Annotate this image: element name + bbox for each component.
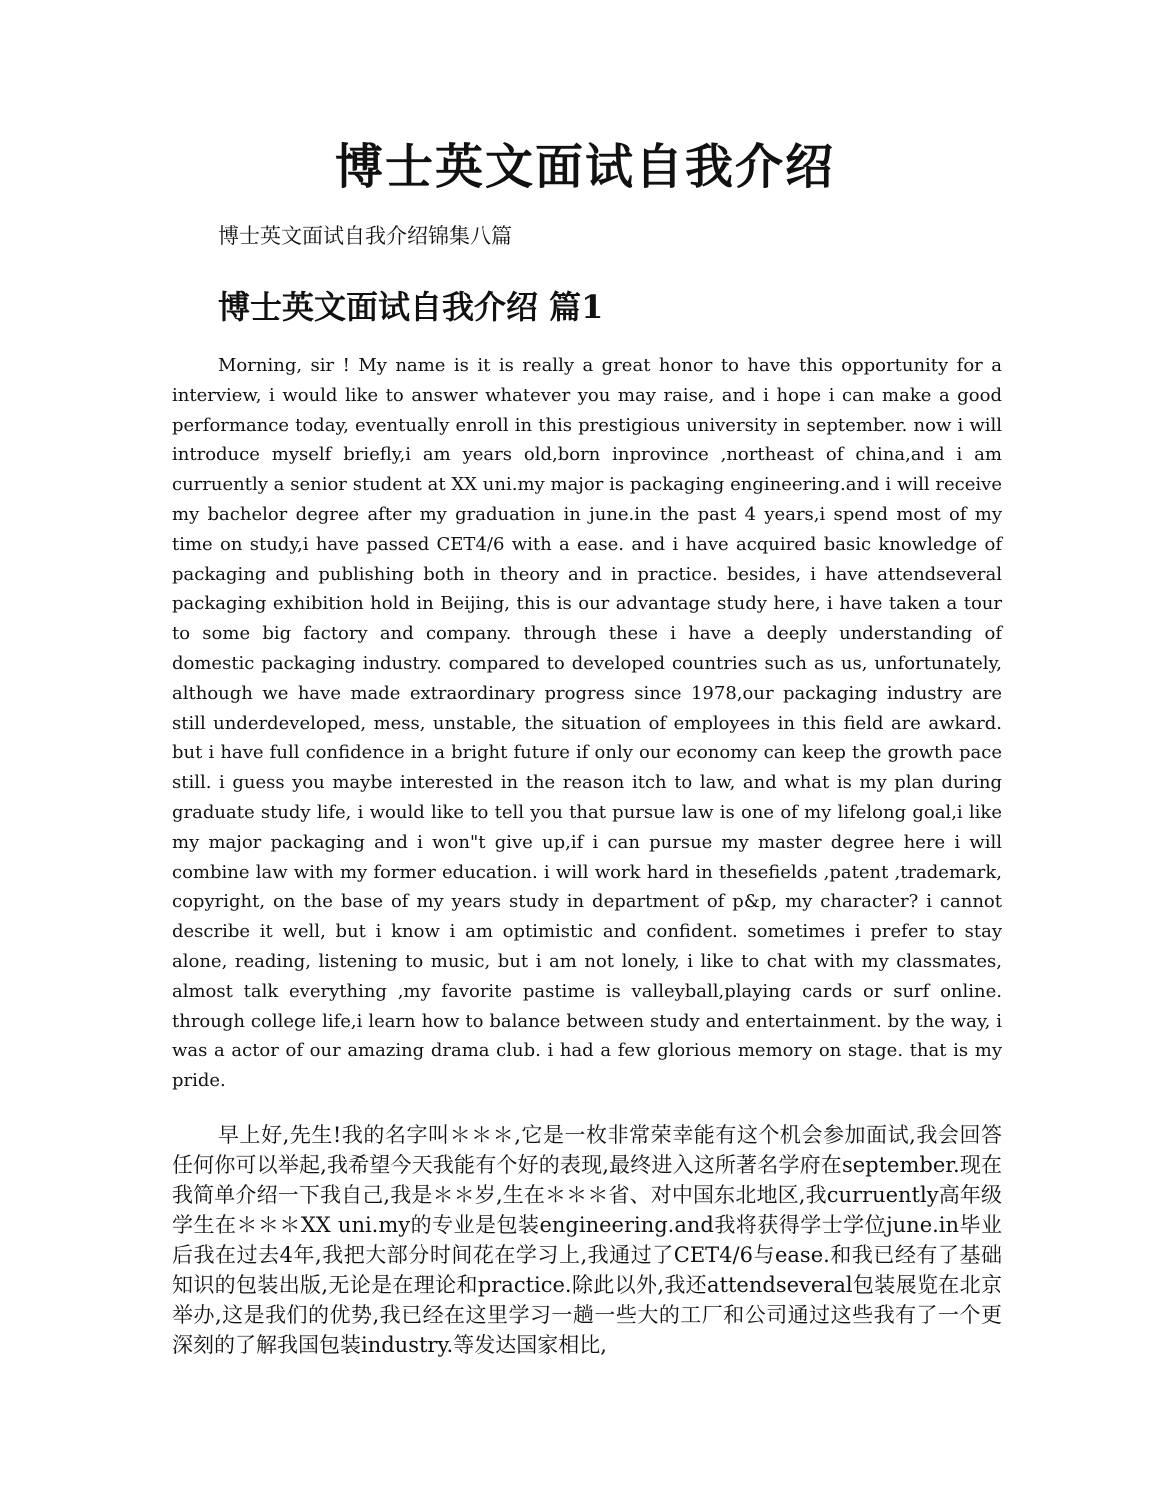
document-subtitle: 博士英文面试自我介绍锦集八篇	[218, 224, 512, 248]
document-title: 博士英文面试自我介绍	[334, 139, 835, 195]
section-heading: 博士英文面试自我介绍 篇1	[218, 288, 604, 326]
chinese-paragraph: 早上好,先生!我的名字叫＊＊＊,它是一枚非常荣幸能有这个机会参加面试,我会回答任何你可以举起,我希望今天我能有个好的表现,最终进入这所著名学府在september.现在我简单介绍一下我自己,我是＊＊岁,生在＊＊＊省、对中国东北地区,我curruently高年级学生在＊＊＊XX uni.my的专业是包装engineering.and我将获得学士学位june.in毕业后我在过去4年,我把大部分时间花在学习上,我通过了CET4/6与ease.和我已经有了基础知识的包装出版,无论是在理论和practice.除此以外,我还attendseveral包装展览在北京举办,这是我们的优势,我已经在这里学习一趟一些大的工厂和公司通过这些我有了一个更深刻的了解我国包装industry.等发达国家相比,	[172, 1123, 1002, 1357]
english-paragraph: Morning, sir ! My name is it is really a great honor to have this opportunity for a interview, i would like to answer whatever you may raise, and i hope i can make a good performance today, eventually enroll in this prestigious university in september. now i will introduce myself briefly,i am years old,born inprovince ,northeast of china,and i am curruently a senior student at XX uni.my major is packaging engineering.and i will receive my bachelor degree after my graduation in june.in the past 4 years,i spend most of my time on study,i have passed CET4/6 with a ease. and i have acquired basic knowledge of packaging and publishing both in theory and in practice. besides, i have attendseveral packaging exhibition hold in Beijing, this is our advantage study here, i have taken a tour to some big factory and company. through these i have a deeply understanding of domestic packaging industry. compared to developed countries such as us, unfortunately, although we have made extraordinary progress since 1978,our packaging industry are still underdeveloped, mess, unstable, the situation of employees in this field are awkard. but i have full confidence in a bright future if only our economy can keep the growth pace still. i guess you maybe interested in the reason itch to law, and what is my plan during graduate study life, i would like to tell you that pursue law is one of my lifelong goal,i like my major packaging and i won"t give up,if i can pursue my master degree here i will combine law with my former education. i will work hard in thesefields ,patent ,trademark, copyright, on the base of my years study in department of p&p, my character? i cannot describe it well, but i know i am optimistic and confident. sometimes i prefer to stay alone, reading, listening to music, but i am not lonely, i like to chat with my classmates, almost talk everything ,my favorite pastime is valleyball,playing cards or surf online. through college life,i learn how to balance between study and entertainment. by the way, i was a actor of our amazing drama club. i had a few glorious memory on stage. that is my pride.	[172, 355, 1002, 1092]
